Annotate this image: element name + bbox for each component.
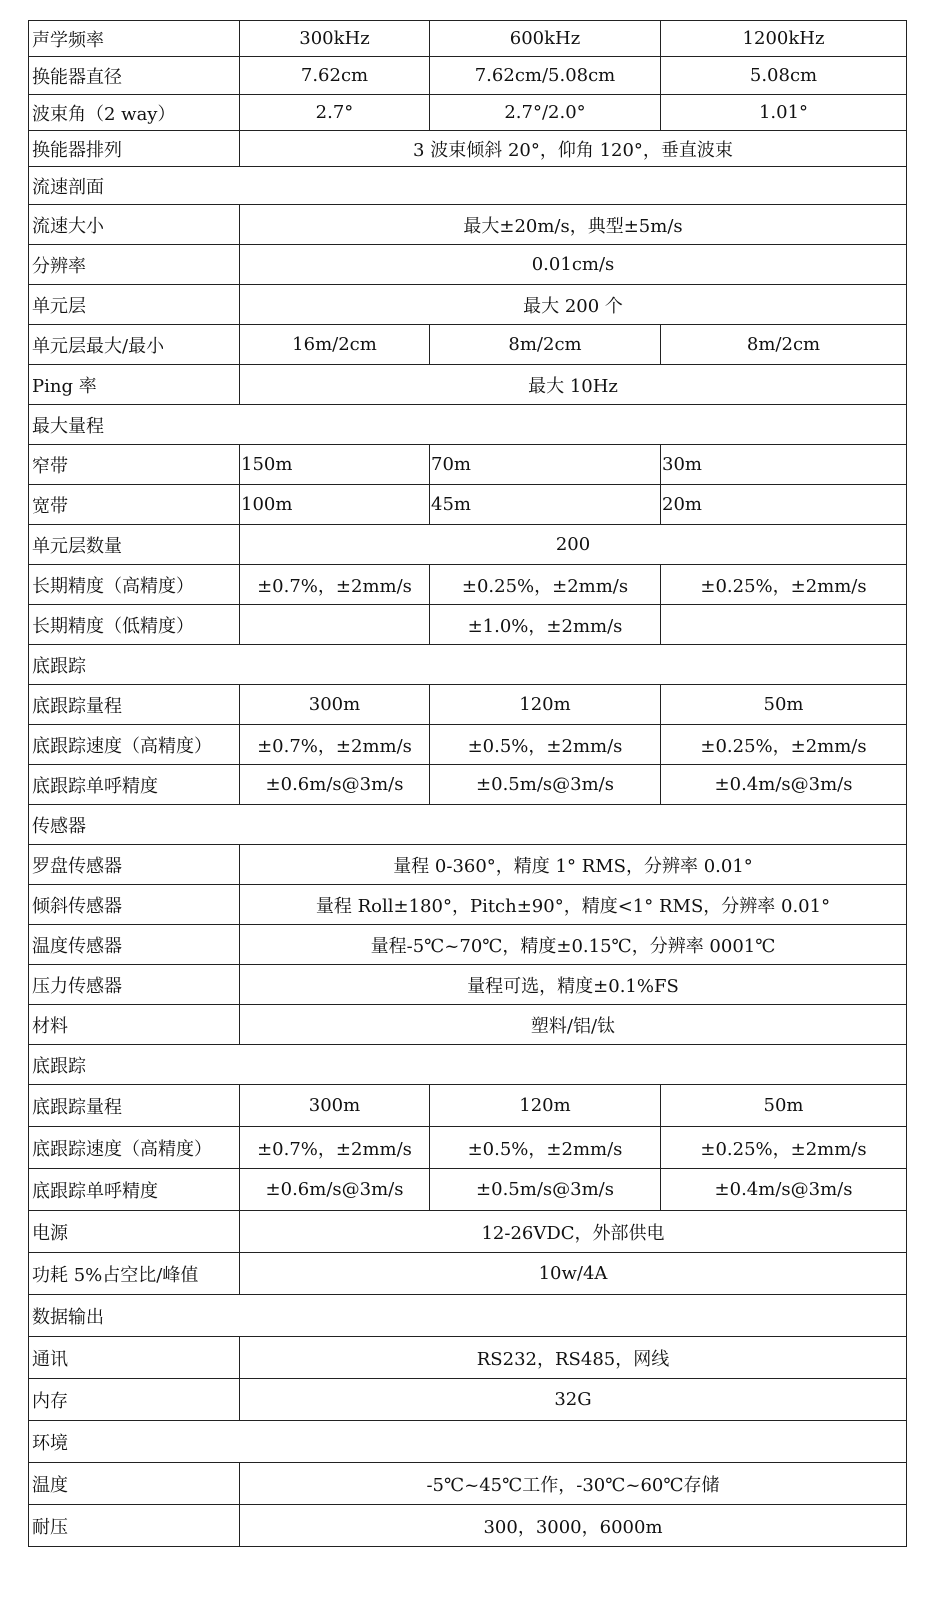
value-cell: 150m bbox=[240, 445, 430, 485]
value-cell: 12-26VDC，外部供电 bbox=[240, 1211, 907, 1253]
spec-table-body bbox=[29, 21, 907, 1547]
value-cell bbox=[240, 605, 430, 645]
value-cell: 10w/4A bbox=[240, 1253, 907, 1295]
section-header: 最大量程 bbox=[29, 405, 907, 445]
table-row bbox=[29, 1337, 907, 1379]
row-label: 功耗 5%占空比/峰值 bbox=[29, 1253, 240, 1295]
row-label: 换能器直径 bbox=[29, 57, 240, 95]
table-row bbox=[29, 605, 907, 645]
row-label: 单元层最大/最小 bbox=[29, 325, 240, 365]
row-label: 分辨率 bbox=[29, 245, 240, 285]
value-cell: 最大±20m/s，典型±5m/s bbox=[240, 205, 907, 245]
row-label: 流速大小 bbox=[29, 205, 240, 245]
value-cell: 1.01° bbox=[661, 95, 907, 131]
row-label: 窄带 bbox=[29, 445, 240, 485]
table-row bbox=[29, 1005, 907, 1045]
value-cell: 300kHz bbox=[240, 21, 430, 57]
value-cell: ±0.7%，±2mm/s bbox=[240, 565, 430, 605]
row-label: 电源 bbox=[29, 1211, 240, 1253]
table-row bbox=[29, 525, 907, 565]
value-cell: 3 波束倾斜 20°，仰角 120°，垂直波束 bbox=[240, 131, 907, 167]
value-cell: 2.7° bbox=[240, 95, 430, 131]
value-cell: 200 bbox=[240, 525, 907, 565]
row-label: 声学频率 bbox=[29, 21, 240, 57]
table-row bbox=[29, 1295, 907, 1337]
row-label: 底跟踪单呼精度 bbox=[29, 1169, 240, 1211]
value-cell: ±0.25%，±2mm/s bbox=[661, 1127, 907, 1169]
value-cell: 7.62cm/5.08cm bbox=[430, 57, 661, 95]
value-cell: 300m bbox=[240, 1085, 430, 1127]
row-label: 底跟踪单呼精度 bbox=[29, 765, 240, 805]
value-cell: 5.08cm bbox=[661, 57, 907, 95]
value-cell bbox=[661, 605, 907, 645]
table-row bbox=[29, 725, 907, 765]
value-cell: RS232，RS485，网线 bbox=[240, 1337, 907, 1379]
row-label: 材料 bbox=[29, 1005, 240, 1045]
section-header: 底跟踪 bbox=[29, 1045, 907, 1085]
table-row bbox=[29, 167, 907, 205]
table-row bbox=[29, 925, 907, 965]
value-cell: 50m bbox=[661, 685, 907, 725]
value-cell: 70m bbox=[430, 445, 661, 485]
value-cell: ±0.4m/s@3m/s bbox=[661, 765, 907, 805]
value-cell: 50m bbox=[661, 1085, 907, 1127]
row-label: 单元层数量 bbox=[29, 525, 240, 565]
value-cell: 0.01cm/s bbox=[240, 245, 907, 285]
table-row bbox=[29, 285, 907, 325]
row-label: 通讯 bbox=[29, 1337, 240, 1379]
row-label: 罗盘传感器 bbox=[29, 845, 240, 885]
row-label: 耐压 bbox=[29, 1505, 240, 1547]
value-cell: ±0.25%，±2mm/s bbox=[661, 565, 907, 605]
table-row bbox=[29, 1045, 907, 1085]
row-label: 底跟踪量程 bbox=[29, 685, 240, 725]
value-cell: 1200kHz bbox=[661, 21, 907, 57]
value-cell: 45m bbox=[430, 485, 661, 525]
value-cell: 8m/2cm bbox=[661, 325, 907, 365]
table-row bbox=[29, 565, 907, 605]
table-row bbox=[29, 445, 907, 485]
table-row bbox=[29, 1379, 907, 1421]
table-row bbox=[29, 645, 907, 685]
value-cell: 600kHz bbox=[430, 21, 661, 57]
table-row bbox=[29, 1463, 907, 1505]
table-row bbox=[29, 965, 907, 1005]
table-row bbox=[29, 405, 907, 445]
section-header: 底跟踪 bbox=[29, 645, 907, 685]
value-cell: 8m/2cm bbox=[430, 325, 661, 365]
table-row bbox=[29, 131, 907, 167]
value-cell: 塑料/铝/钛 bbox=[240, 1005, 907, 1045]
value-cell: ±0.25%，±2mm/s bbox=[430, 565, 661, 605]
value-cell: ±0.4m/s@3m/s bbox=[661, 1169, 907, 1211]
value-cell: ±0.25%，±2mm/s bbox=[661, 725, 907, 765]
value-cell: 最大 10Hz bbox=[240, 365, 907, 405]
value-cell: ±0.5m/s@3m/s bbox=[430, 1169, 661, 1211]
table-row bbox=[29, 1253, 907, 1295]
spec-table bbox=[28, 20, 907, 1547]
value-cell: 最大 200 个 bbox=[240, 285, 907, 325]
value-cell: 量程 Roll±180°，Pitch±90°，精度<1° RMS，分辨率 0.01° bbox=[240, 885, 907, 925]
table-row bbox=[29, 1127, 907, 1169]
row-label: 内存 bbox=[29, 1379, 240, 1421]
row-label: 波束角（2 way） bbox=[29, 95, 240, 131]
table-row bbox=[29, 1211, 907, 1253]
table-row bbox=[29, 685, 907, 725]
value-cell: 16m/2cm bbox=[240, 325, 430, 365]
row-label: 温度 bbox=[29, 1463, 240, 1505]
row-label: 单元层 bbox=[29, 285, 240, 325]
table-row bbox=[29, 1085, 907, 1127]
value-cell: 120m bbox=[430, 1085, 661, 1127]
value-cell: ±0.5m/s@3m/s bbox=[430, 765, 661, 805]
value-cell: ±1.0%，±2mm/s bbox=[430, 605, 661, 645]
value-cell: 100m bbox=[240, 485, 430, 525]
row-label: 压力传感器 bbox=[29, 965, 240, 1005]
table-row bbox=[29, 365, 907, 405]
row-label: 底跟踪速度（高精度） bbox=[29, 725, 240, 765]
section-header: 流速剖面 bbox=[29, 167, 907, 205]
section-header: 数据输出 bbox=[29, 1295, 907, 1337]
value-cell: 20m bbox=[661, 485, 907, 525]
value-cell: ±0.6m/s@3m/s bbox=[240, 1169, 430, 1211]
row-label: 倾斜传感器 bbox=[29, 885, 240, 925]
value-cell: ±0.7%，±2mm/s bbox=[240, 1127, 430, 1169]
row-label: 底跟踪量程 bbox=[29, 1085, 240, 1127]
row-label: Ping 率 bbox=[29, 365, 240, 405]
table-row bbox=[29, 205, 907, 245]
value-cell: 量程-5℃~70℃，精度±0.15℃，分辨率 0001℃ bbox=[240, 925, 907, 965]
value-cell: 300，3000，6000m bbox=[240, 1505, 907, 1547]
table-row bbox=[29, 845, 907, 885]
value-cell: ±0.5%，±2mm/s bbox=[430, 725, 661, 765]
value-cell: ±0.5%，±2mm/s bbox=[430, 1127, 661, 1169]
value-cell: 32G bbox=[240, 1379, 907, 1421]
table-row bbox=[29, 765, 907, 805]
value-cell: ±0.7%，±2mm/s bbox=[240, 725, 430, 765]
section-header: 传感器 bbox=[29, 805, 907, 845]
table-row bbox=[29, 885, 907, 925]
row-label: 底跟踪速度（高精度） bbox=[29, 1127, 240, 1169]
table-row bbox=[29, 325, 907, 365]
value-cell: 2.7°/2.0° bbox=[430, 95, 661, 131]
table-row bbox=[29, 1505, 907, 1547]
row-label: 长期精度（高精度） bbox=[29, 565, 240, 605]
value-cell: 7.62cm bbox=[240, 57, 430, 95]
value-cell: -5℃~45℃工作，-30℃~60℃存储 bbox=[240, 1463, 907, 1505]
value-cell: 量程 0-360°，精度 1° RMS，分辨率 0.01° bbox=[240, 845, 907, 885]
table-row bbox=[29, 485, 907, 525]
table-row bbox=[29, 95, 907, 131]
value-cell: 120m bbox=[430, 685, 661, 725]
row-label: 换能器排列 bbox=[29, 131, 240, 167]
table-row bbox=[29, 1421, 907, 1463]
table-row bbox=[29, 245, 907, 285]
row-label: 温度传感器 bbox=[29, 925, 240, 965]
table-row bbox=[29, 1169, 907, 1211]
value-cell: 300m bbox=[240, 685, 430, 725]
table-row bbox=[29, 57, 907, 95]
row-label: 宽带 bbox=[29, 485, 240, 525]
table-row bbox=[29, 805, 907, 845]
row-label: 长期精度（低精度） bbox=[29, 605, 240, 645]
value-cell: 量程可选，精度±0.1%FS bbox=[240, 965, 907, 1005]
value-cell: 30m bbox=[661, 445, 907, 485]
table-row bbox=[29, 21, 907, 57]
value-cell: ±0.6m/s@3m/s bbox=[240, 765, 430, 805]
section-header: 环境 bbox=[29, 1421, 907, 1463]
